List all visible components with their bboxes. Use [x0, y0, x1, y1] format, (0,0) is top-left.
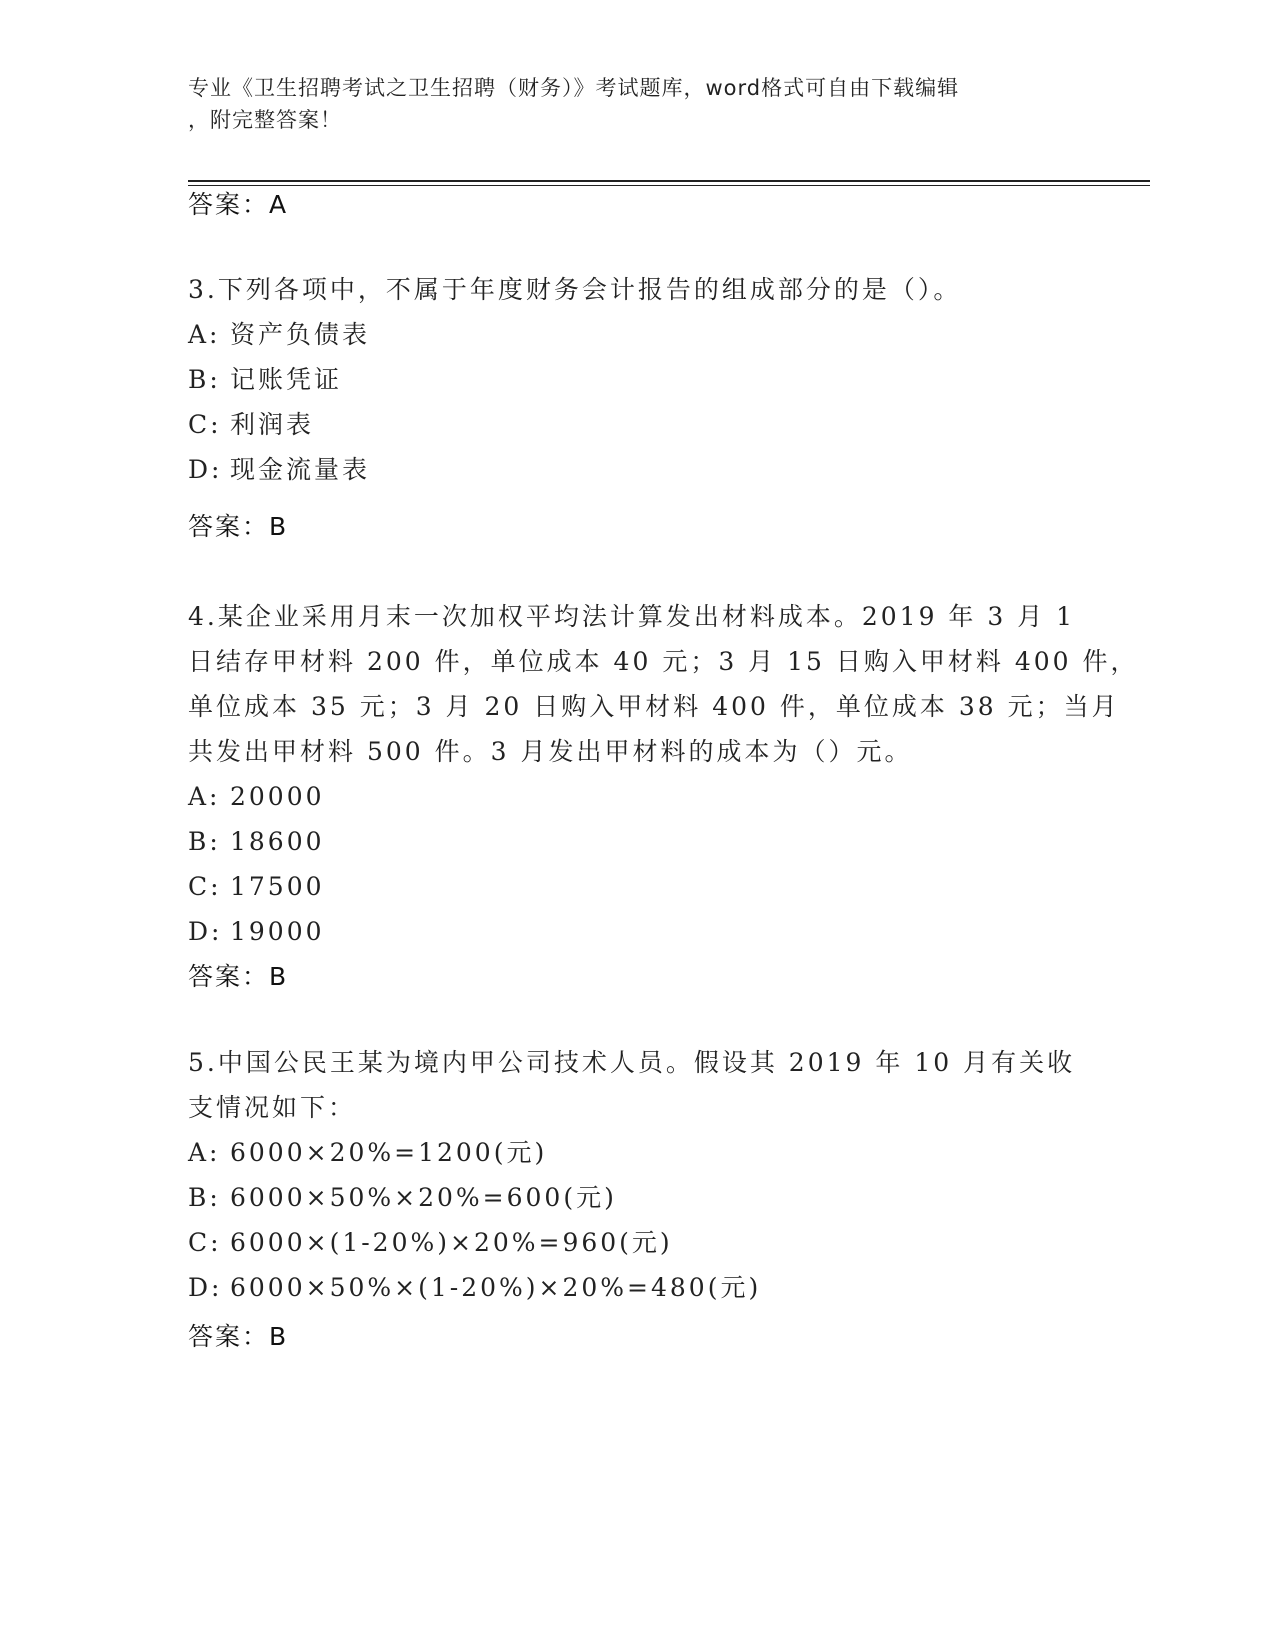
option-key: B: — [188, 827, 221, 856]
option-key: A: — [188, 782, 221, 811]
option-text: 利润表 — [230, 410, 315, 439]
option-text: 6000×20%=1200(元) — [230, 1138, 548, 1167]
option-key: D: — [188, 455, 223, 484]
option-text: 现金流量表 — [230, 455, 371, 484]
stem-line: 5.中国公民王某为境内甲公司技术人员。假设其 2019 年 10 月有关收 — [188, 1048, 1076, 1077]
option-b — [188, 1175, 1068, 1220]
question-3 — [188, 267, 1068, 492]
option-text: 6000×50%×(1-20%)×20%=480(元) — [230, 1273, 762, 1302]
header-divider-thin — [188, 185, 1150, 186]
option-text: 19000 — [230, 917, 325, 946]
option-key: C: — [188, 1228, 222, 1257]
stem-line: 单位成本 35 元；3 月 20 日购入甲材料 400 件，单位成本 38 元；当月 — [188, 692, 1120, 721]
stem-line: 支情况如下： — [188, 1093, 357, 1122]
option-c — [188, 1220, 1068, 1265]
option-a — [188, 774, 1068, 819]
option-key: B: — [188, 1183, 221, 1212]
option-d — [188, 1265, 1068, 1310]
question-stem — [188, 1040, 1076, 1130]
stem-line: 共发出甲材料 500 件。3 月发出甲材料的成本为（）元。 — [188, 737, 913, 766]
answer-q4: 答案：B — [188, 962, 289, 991]
header-divider — [188, 180, 1150, 182]
option-key: D: — [188, 1273, 223, 1302]
answer-previous: 答案：A — [188, 190, 289, 219]
stem-line: 日结存甲材料 200 件，单位成本 40 元；3 月 15 日购入甲材料 400 件， — [188, 647, 1139, 676]
option-b — [188, 357, 1068, 402]
header-line-2: ，附完整答案！ — [188, 108, 342, 132]
option-text: 记账凭证 — [230, 365, 343, 394]
option-a — [188, 1130, 1068, 1175]
option-key: D: — [188, 917, 223, 946]
question-stem — [188, 267, 1068, 312]
option-key: C: — [188, 410, 222, 439]
option-text: 6000×50%×20%=600(元) — [230, 1183, 617, 1212]
option-b — [188, 819, 1068, 864]
option-key: A: — [188, 1138, 221, 1167]
option-key: A: — [188, 320, 221, 349]
question-4 — [188, 594, 1139, 954]
stem-line: 3.下列各项中，不属于年度财务会计报告的组成部分的是（）。 — [188, 275, 962, 304]
option-a — [188, 312, 1068, 357]
document-header — [188, 72, 1068, 136]
option-c — [188, 864, 1068, 909]
question-5 — [188, 1040, 1076, 1310]
option-d — [188, 909, 1068, 954]
option-text: 6000×(1-20%)×20%=960(元) — [230, 1228, 673, 1257]
option-text: 资产负债表 — [230, 320, 371, 349]
option-c — [188, 402, 1068, 447]
option-text: 18600 — [230, 827, 325, 856]
answer-q5: 答案：B — [188, 1322, 289, 1351]
question-stem — [188, 594, 1139, 774]
option-text: 20000 — [230, 782, 325, 811]
stem-line: 4.某企业采用月末一次加权平均法计算发出材料成本。2019 年 3 月 1 — [188, 602, 1076, 631]
answer-q3: 答案：B — [188, 512, 289, 541]
option-d — [188, 447, 1068, 492]
header-line-1: 专业《卫生招聘考试之卫生招聘（财务）》考试题库，word格式可自由下载编辑 — [188, 76, 960, 100]
option-key: C: — [188, 872, 222, 901]
option-key: B: — [188, 365, 221, 394]
option-text: 17500 — [230, 872, 325, 901]
